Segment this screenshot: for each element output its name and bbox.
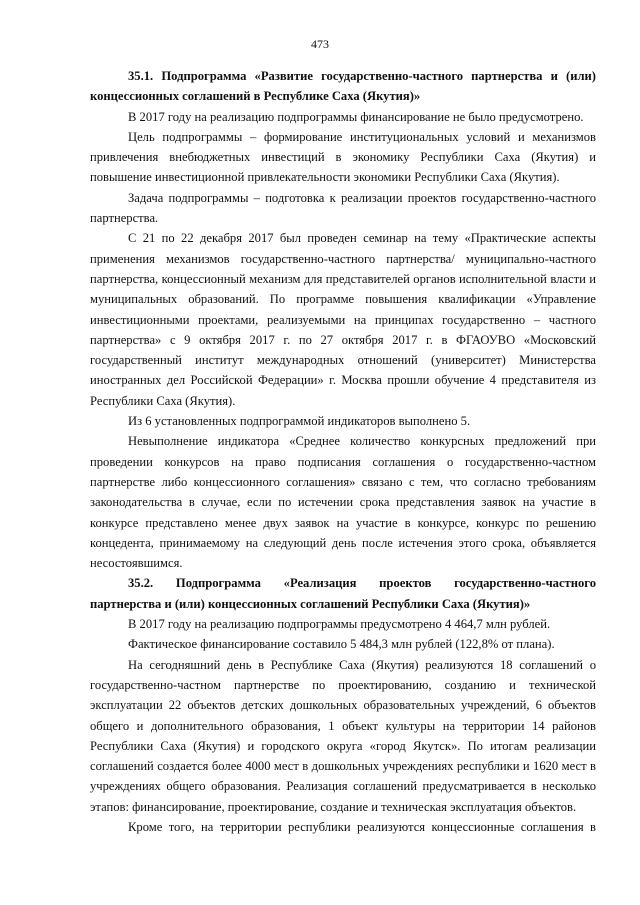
paragraph: На сегодняшний день в Республике Саха (Якутия) реализуются 18 соглашений о государственно-частном партнерстве по проектированию, созданию и технической эксплуатации 22 объектов детских дошкольных образовательных учреждений, 6 объектов общего и дополнительного образования, 1 объект культуры на территории 14 районов Республики Саха (Якутия) и городского округа «город Якутск». По итогам реализации соглашений создается более 4000 мест в дошкольных учреждениях республики и 1620 мест в учреждениях общего образования. Реализация соглашений предусматривается в несколько этапов: финансирование, проектирование, создание и техническая эксплуатация объектов. (90, 657, 596, 814)
section-heading-continued: партнерства и (или) концессионных соглашений Республики Саха (Якутия)» (90, 596, 531, 611)
section-heading: 35.1. Подпрограмма «Развитие государственно-частного партнерства и (или) концессионных соглашений в Республике Саха (Якутия)» (90, 69, 596, 104)
section-heading: 35.2. Подпрограмма «Реализация проектов государственно-частного (128, 576, 596, 591)
page-number: 473 (311, 37, 329, 51)
paragraph: Фактическое финансирование составило 5 484,3 млн рублей (122,8% от плана). (128, 637, 555, 652)
paragraph: В 2017 году на реализацию подпрограммы финансирование не было предусмотрено. (128, 109, 584, 124)
paragraph: Невыполнение индикатора «Среднее количество конкурсных предложений при проведении конкурсов на право подписания соглашения о государственно-частном партнерстве либо концессионного соглашения» связано с тем, что согласно требованиям законодательства в случае, если по истечении срока представления заявок на участие в конкурсе представлено менее двух заявок на участие в конкурсе, конкурс по решению концедента, принимаемому на следующий день после истечения этого срока, объявляется несостоявшимся. (90, 434, 596, 571)
paragraph: С 21 по 22 декабря 2017 был проведен семинар на тему «Практические аспекты применения механизмов государственно-частного партнерства/ муниципально-частного партнерства, концессионный механизм для представителей органов исполнительной власти и муниципальных образований. По программе повышения квалификации «Управление инвестиционными проектами, реализуемыми на принципах государственно – частного партнерства» с 9 октября 2017 г. по 27 октября 2017 г. в ФГАОУВО «Московский государственный институт международных отношений (университет) Министерства иностранных дел Российской Федерации» г. Москва прошли обучение 4 представителя из Республики Саха (Якутия). (90, 231, 596, 408)
paragraph: В 2017 году на реализацию подпрограммы предусмотрено 4 464,7 млн рублей. (128, 617, 551, 632)
paragraph: Кроме того, на территории республики реализуются концессионные соглашения в (128, 819, 596, 834)
paragraph: Из 6 установленных подпрограммой индикаторов выполнено 5. (128, 414, 471, 429)
document-body (90, 66, 596, 837)
paragraph: Цель подпрограммы – формирование институциональных условий и механизмов привлечения внебюджетных инвестиций в экономику Республики Саха (Якутия) и повышение инвестиционной привлекательности экономики Республики Саха (Якутия). (90, 129, 596, 185)
paragraph: Задача подпрограммы – подготовка к реализации проектов государственно-частного партнерства. (90, 190, 596, 226)
